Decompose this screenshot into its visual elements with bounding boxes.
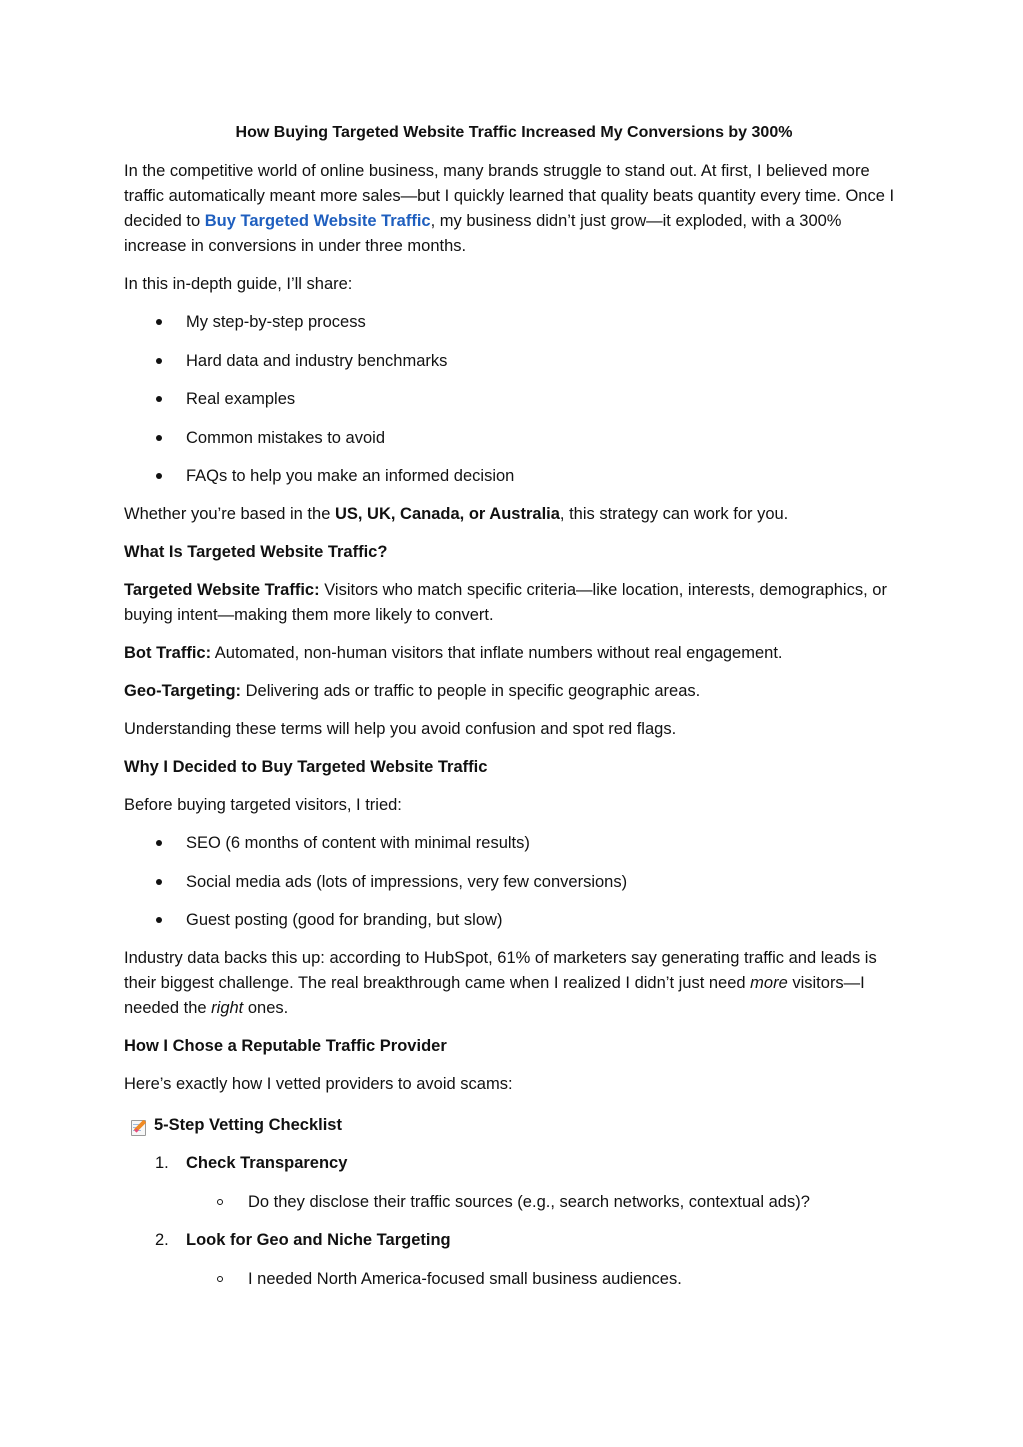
list-item-text: Real examples — [186, 390, 296, 408]
industry-data-text: ones. — [243, 999, 289, 1017]
step-number: 2. — [155, 1231, 169, 1249]
list-item — [186, 1190, 904, 1215]
step-title: Check Transparency — [186, 1154, 348, 1172]
step-number: 1. — [155, 1154, 169, 1172]
list-item — [124, 464, 904, 489]
bullet-icon — [156, 473, 162, 479]
intro-text-before-link: In the competitive world of online business, many brands struggle to stand out. At first, I believed more traffic automatically meant more sales—but I quickly learned that quality beats quantity every time. Once I decided to — [124, 162, 895, 230]
definition-text: Automated, non-human visitors that inflate numbers without real engagement. — [211, 644, 783, 662]
list-item-text: Common mistakes to avoid — [186, 428, 385, 447]
list-item — [124, 426, 904, 451]
document-title: How Buying Targeted Website Traffic Increased My Conversions by 300% — [235, 124, 793, 141]
definition-term: Targeted Website Traffic: — [124, 581, 320, 599]
step-title: Look for Geo and Niche Targeting — [186, 1231, 451, 1249]
definition-term: Bot Traffic: — [124, 644, 212, 662]
definition-geo-targeting — [124, 679, 904, 704]
industry-data-text: Industry data backs this up: according to HubSpot, 61% of marketers say generating traffic and leads is their biggest challenge. The real breakthrough came when I realized I didn’t just need — [124, 949, 877, 992]
bullet-icon — [156, 879, 162, 885]
section-heading-what: What Is Targeted Website Traffic? — [124, 543, 388, 561]
list-item — [124, 1228, 904, 1292]
guide-intro: In this in-depth guide, I’ll share: — [124, 275, 353, 293]
step-detail-text: Do they disclose their traffic sources (e.g., search networks, contextual ads)? — [248, 1192, 810, 1211]
bullet-icon — [156, 917, 162, 923]
list-item-text: Hard data and industry benchmarks — [186, 351, 448, 370]
memo-icon — [130, 1117, 148, 1135]
list-item — [124, 831, 904, 856]
definition-targeted-traffic — [124, 578, 904, 628]
section-heading-why: Why I Decided to Buy Targeted Website Traffic — [124, 758, 488, 776]
location-text-after: , this strategy can work for you. — [559, 505, 789, 523]
checklist-title: 5-Step Vetting Checklist — [154, 1116, 342, 1134]
intro-text-after-link: , my business didn’t just grow—it exploded, with a 300% increase in conversions in under three months. — [124, 212, 842, 255]
location-countries: US, UK, Canada, or Australia — [334, 505, 560, 523]
why-intro: Before buying targeted visitors, I tried: — [124, 796, 402, 814]
step-detail-text: I needed North America-focused small business audiences. — [248, 1269, 682, 1288]
definition-term: Geo-Targeting: — [124, 682, 242, 700]
list-item-text: My step-by-step process — [186, 313, 366, 331]
list-item — [124, 1151, 904, 1215]
emphasis-more: more — [750, 974, 788, 992]
list-item — [124, 387, 904, 412]
checklist-heading — [130, 1113, 904, 1138]
definition-bot-traffic — [124, 641, 904, 666]
location-paragraph — [124, 502, 904, 527]
list-item — [124, 870, 904, 895]
list-item — [124, 908, 904, 933]
section-heading-how: How I Chose a Reputable Traffic Provider — [124, 1037, 447, 1055]
bullet-icon — [156, 319, 162, 325]
industry-data-paragraph — [124, 946, 904, 1021]
step-details — [186, 1267, 904, 1292]
list-item-text: SEO (6 months of content with minimal results) — [186, 834, 530, 852]
list-item — [124, 310, 904, 335]
guide-list — [124, 310, 904, 489]
list-item-text: Guest posting (good for branding, but slow) — [186, 911, 503, 929]
bullet-icon — [156, 840, 162, 846]
vetting-steps — [124, 1151, 904, 1292]
intro-paragraph — [124, 159, 904, 259]
industry-data-text: visitors—I needed the — [124, 974, 865, 1017]
list-item-text: Social media ads (lots of impressions, very few conversions) — [186, 872, 628, 891]
circle-bullet-icon — [217, 1276, 223, 1282]
definition-text: Visitors who match specific criteria—like location, interests, demographics, or buying intent—making them more likely to convert. — [124, 581, 887, 624]
definition-text: Delivering ads or traffic to people in specific geographic areas. — [241, 682, 701, 700]
bullet-icon — [156, 358, 162, 364]
circle-bullet-icon — [217, 1199, 223, 1205]
step-details — [186, 1190, 904, 1215]
list-item — [186, 1267, 904, 1292]
list-item-text: FAQs to help you make an informed decision — [186, 467, 515, 485]
buy-targeted-traffic-link[interactable]: Buy Targeted Website Traffic — [204, 212, 431, 230]
emphasis-right: right — [211, 999, 244, 1017]
document-page — [124, 120, 904, 1305]
how-intro: Here’s exactly how I vetted providers to avoid scams: — [124, 1075, 513, 1093]
definitions-closing: Understanding these terms will help you avoid confusion and spot red flags. — [124, 720, 677, 738]
location-text-before: Whether you’re based in the — [124, 505, 335, 523]
tried-list — [124, 831, 904, 933]
bullet-icon — [156, 435, 162, 441]
bullet-icon — [156, 396, 162, 402]
list-item — [124, 349, 904, 374]
